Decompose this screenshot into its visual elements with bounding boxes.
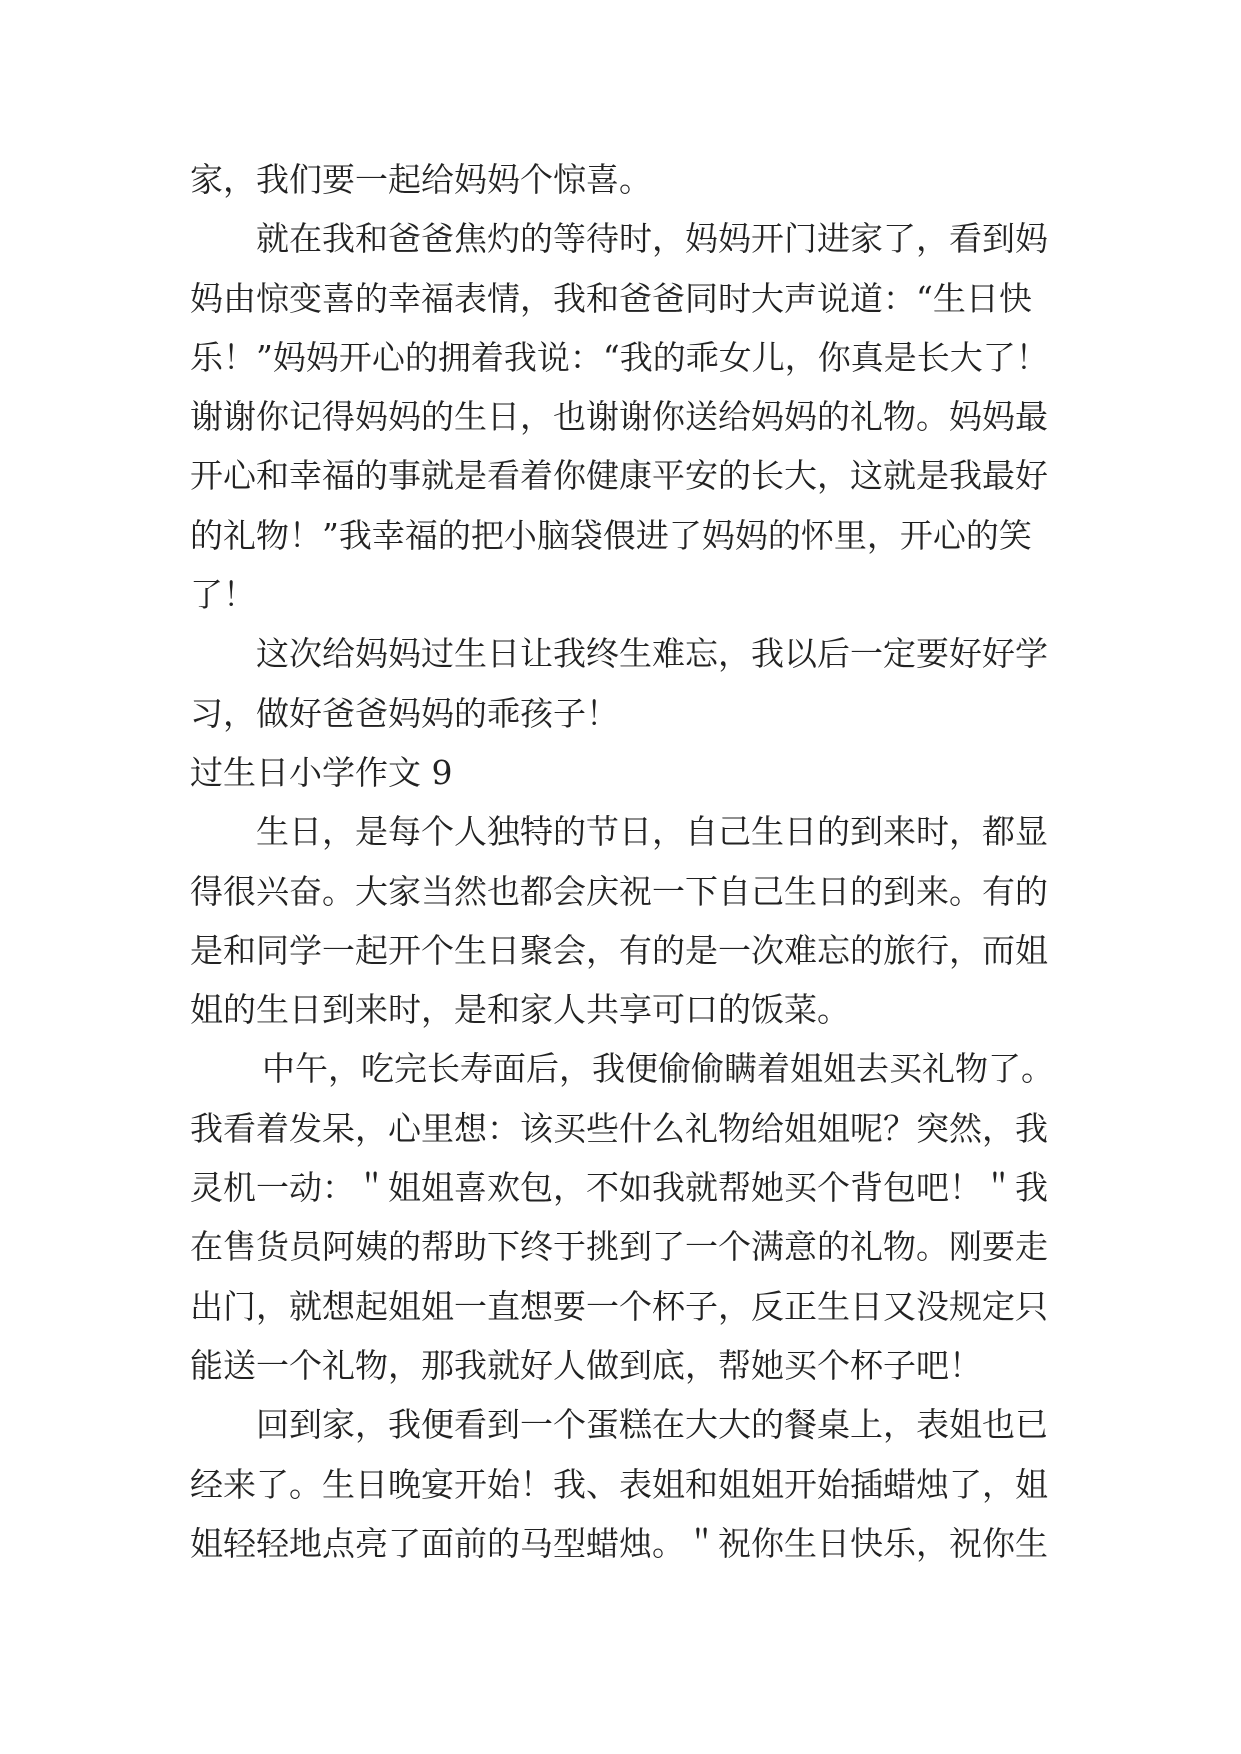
text-line: 姐的生日到来时，是和家人共享可口的饭菜。 xyxy=(190,990,850,1030)
paragraph-start-line: 回到家，我便看到一个蛋糕在大大的餐桌上，表姐也已 xyxy=(256,1405,1048,1445)
paragraph-start-line: 就在我和爸爸焦灼的等待时，妈妈开门进家了，看到妈 xyxy=(256,219,1048,259)
text-line: 姐轻轻地点亮了面前的马型蜡烛。＂祝你生日快乐，祝你生 xyxy=(190,1523,1048,1563)
text-line: 能送一个礼物，那我就好人做到底，帮她买个杯子吧！ xyxy=(190,1345,982,1385)
text-line: 灵机一动：＂姐姐喜欢包，不如我就帮她买个背包吧！＂我 xyxy=(190,1168,1048,1208)
text-line: 谢谢你记得妈妈的生日，也谢谢你送给妈妈的礼物。妈妈最 xyxy=(190,397,1048,437)
paragraph-start-line: 中午，吃完长寿面后，我便偷偷瞒着姐姐去买礼物了。 xyxy=(262,1049,1054,1089)
text-line: 我看着发呆，心里想：该买些什么礼物给姐姐呢？突然，我 xyxy=(190,1108,1048,1148)
paragraph-start-line: 生日，是每个人独特的节日，自己生日的到来时，都显 xyxy=(256,812,1048,852)
text-line: 了！ xyxy=(190,575,256,615)
text-line: 习，做好爸爸妈妈的乖孩子！ xyxy=(190,693,619,733)
document-page xyxy=(190,150,1054,1573)
text-line: 妈由惊变喜的幸福表情，我和爸爸同时大声说道：“生日快 xyxy=(190,278,1032,318)
paragraph-start-line: 这次给妈妈过生日让我终生难忘，我以后一定要好好学 xyxy=(256,634,1048,674)
text-line: 乐！”妈妈开心的拥着我说：“我的乖女儿，你真是长大了！ xyxy=(190,337,1049,377)
section-heading: 过生日小学作文 9 xyxy=(190,752,453,792)
text-line: 在售货员阿姨的帮助下终于挑到了一个满意的礼物。刚要走 xyxy=(190,1227,1048,1267)
text-line: 的礼物！”我幸福的把小脑袋偎进了妈妈的怀里，开心的笑 xyxy=(190,515,1032,555)
text-line: 出门，就想起姐姐一直想要一个杯子，反正生日又没规定只 xyxy=(190,1286,1048,1326)
text-line: 经来了。生日晚宴开始！我、表姐和姐姐开始插蜡烛了，姐 xyxy=(190,1464,1048,1504)
text-line: 家，我们要一起给妈妈个惊喜。 xyxy=(190,160,652,199)
text-line: 是和同学一起开个生日聚会，有的是一次难忘的旅行，而姐 xyxy=(190,930,1048,970)
text-line: 开心和幸福的事就是看着你健康平安的长大，这就是我最好 xyxy=(190,456,1048,496)
text-line: 得很兴奋。大家当然也都会庆祝一下自己生日的到来。有的 xyxy=(190,871,1048,911)
